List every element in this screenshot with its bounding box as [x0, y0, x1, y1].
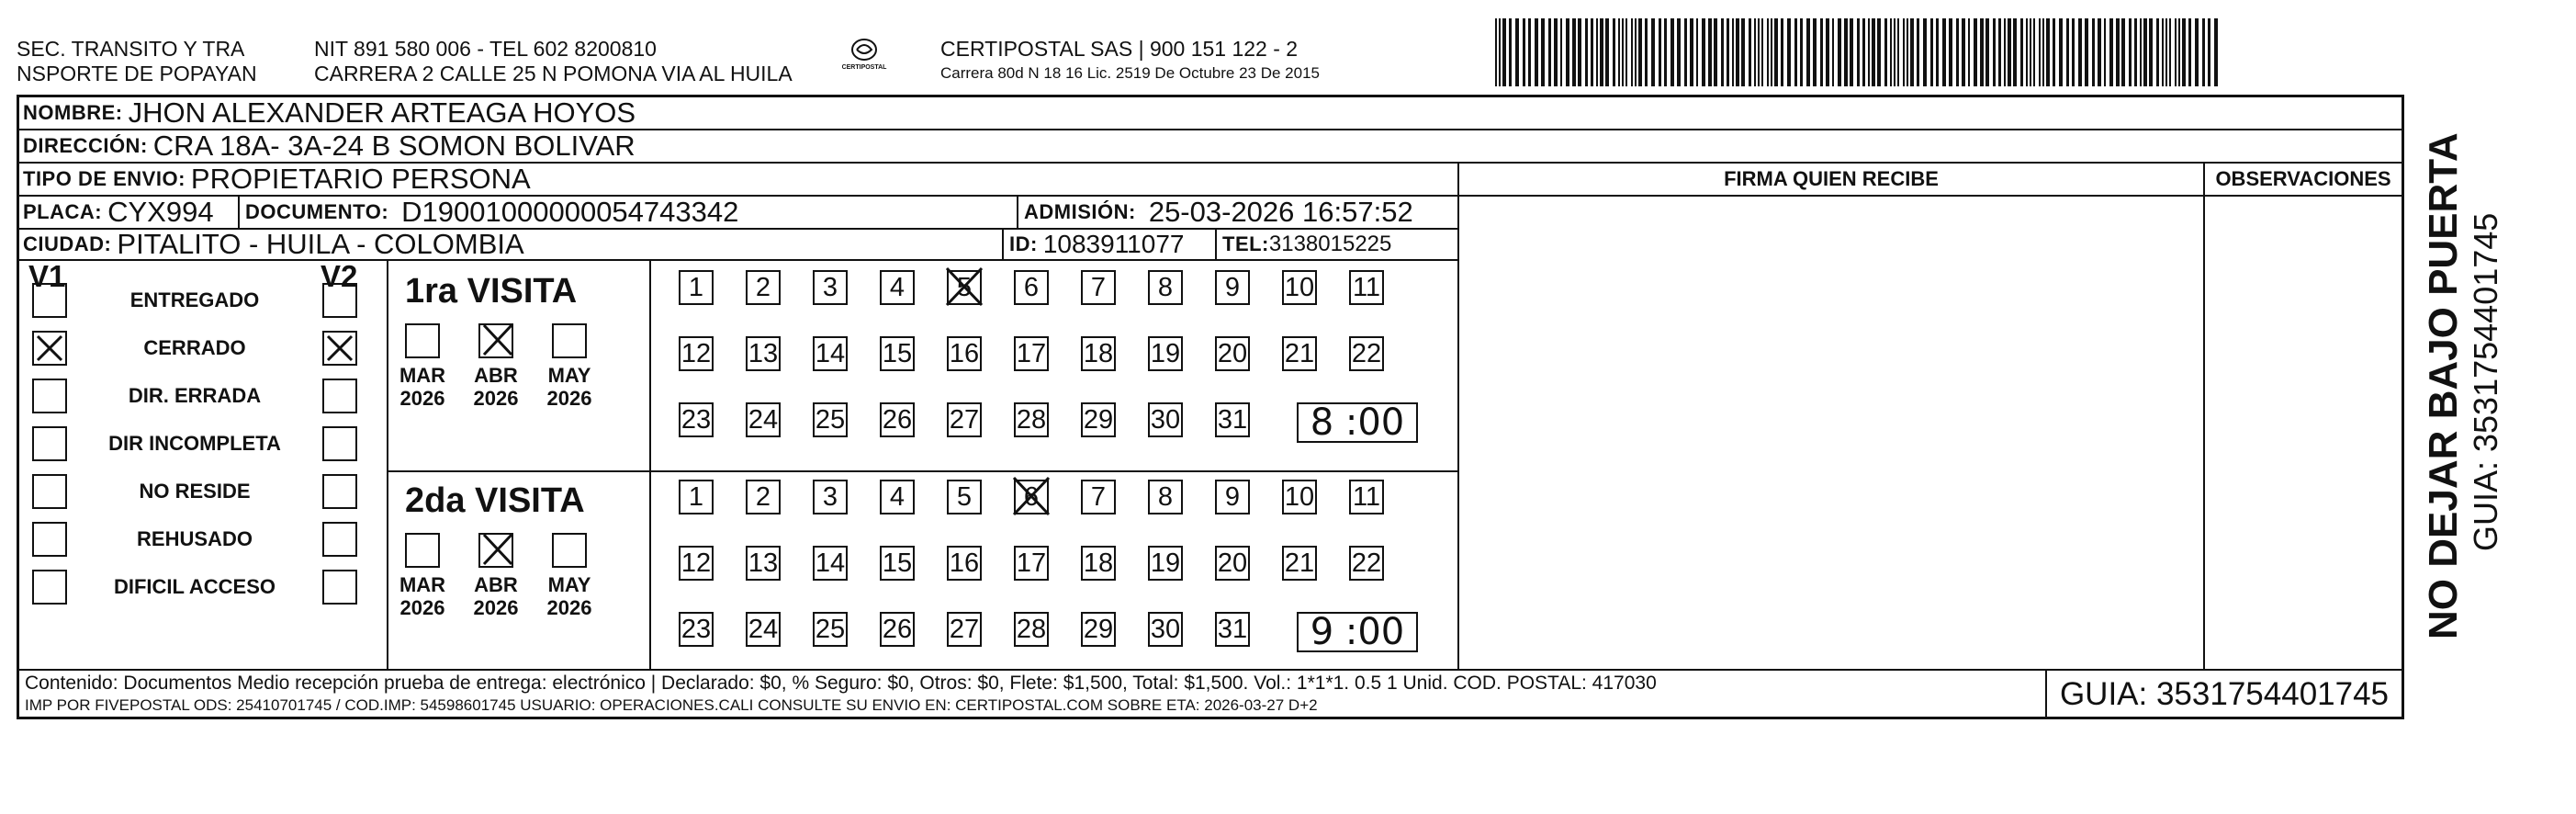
day-box[interactable]: 16	[947, 336, 982, 371]
barcode-bar	[1794, 18, 1797, 86]
barcode-bar	[2104, 18, 2106, 86]
day-box[interactable]: 28	[1014, 612, 1049, 647]
status-label: NO RESIDE	[139, 480, 251, 503]
month-checkbox[interactable]	[405, 533, 440, 568]
sender-entity-line2: NSPORTE DE POPAYAN	[17, 62, 257, 85]
day-box[interactable]: 21	[1282, 336, 1317, 371]
day-box[interactable]: 14	[813, 336, 848, 371]
barcode-bar	[2098, 18, 2101, 86]
admision-label: ADMISIÓN:	[1024, 200, 1136, 223]
day-box[interactable]: 12	[679, 336, 714, 371]
barcode-bar	[2109, 18, 2113, 86]
month-checkbox[interactable]	[478, 323, 513, 358]
barcode-bar	[1942, 18, 1946, 86]
barcode-bar	[1761, 18, 1763, 86]
status-label: REHUSADO	[137, 527, 253, 550]
certipostal-logo-text: CERTIPOSTAL	[841, 64, 887, 71]
barcode-bar	[1541, 18, 1545, 86]
barcode-bar	[1554, 18, 1558, 86]
barcode-bar	[2208, 18, 2210, 86]
day-box[interactable]: 31	[1215, 612, 1250, 647]
v1-checkbox[interactable]	[32, 283, 67, 318]
barcode-bar	[1956, 18, 1959, 86]
barcode	[1495, 18, 2222, 86]
barcode-bar	[1754, 18, 1756, 86]
barcode-bar	[2129, 18, 2132, 86]
barcode-bar	[1820, 18, 1823, 86]
barcode-bar	[1622, 18, 1624, 86]
barcode-bar	[1625, 18, 1627, 86]
barcode-bar	[1495, 18, 1497, 86]
barcode-bar	[1741, 18, 1745, 86]
barcode-bar	[1677, 18, 1681, 86]
v2-checkbox[interactable]	[322, 570, 357, 605]
day-box[interactable]: 17	[1014, 546, 1049, 581]
barcode-bar	[2059, 18, 2063, 86]
month-label: MAY 2026	[546, 364, 592, 410]
v2-heading: V2	[321, 259, 358, 293]
tel-value: 3138015225	[1268, 232, 1392, 256]
day-box[interactable]: 2	[746, 480, 781, 514]
barcode-bar	[2149, 18, 2153, 86]
barcode-bar	[1578, 18, 1581, 86]
barcode-bar	[1907, 18, 1908, 86]
day-box[interactable]: 8	[1148, 270, 1183, 305]
day-box[interactable]: 12	[679, 546, 714, 581]
day-box[interactable]: 22	[1349, 336, 1384, 371]
barcode-bar	[1787, 18, 1791, 86]
documento-cell	[240, 197, 1018, 228]
day-box[interactable]: 23	[679, 402, 714, 437]
barcode-bar	[1502, 18, 1506, 86]
month-checkbox[interactable]	[552, 323, 587, 358]
row-direccion	[19, 130, 2402, 164]
barcode-bar	[1631, 18, 1633, 86]
sender-contact	[314, 37, 793, 86]
day-box[interactable]: 30	[1148, 402, 1183, 437]
day-box[interactable]: 29	[1081, 402, 1116, 437]
v2-checkbox[interactable]	[322, 283, 357, 318]
barcode-bar	[1499, 18, 1501, 86]
day-box[interactable]: 30	[1148, 612, 1183, 647]
barcode-bar	[1903, 18, 1905, 86]
barcode-bar	[1857, 18, 1860, 86]
visit-divider	[387, 470, 1459, 472]
barcode-bar	[1897, 18, 1899, 86]
barcode-bar	[1850, 18, 1853, 86]
barcode-bar	[2188, 18, 2191, 86]
v2-checkbox[interactable]	[322, 331, 357, 366]
barcode-bar	[1635, 18, 1637, 86]
barcode-bar	[2178, 18, 2180, 86]
barcode-bar	[1702, 18, 1705, 86]
barcode-bar	[1613, 18, 1615, 86]
sender-address: CARRERA 2 CALLE 25 N POMONA VIA AL HUILA	[314, 62, 793, 85]
day-box[interactable]: 26	[880, 612, 915, 647]
barcode-bar	[2162, 18, 2164, 86]
firma-header: FIRMA QUIEN RECIBE	[1724, 167, 1939, 190]
barcode-bar	[2116, 18, 2120, 86]
barcode-bar	[1771, 18, 1772, 86]
barcode-bar	[2143, 18, 2147, 86]
barcode-bar	[2092, 18, 2095, 86]
barcode-bar	[2008, 18, 2011, 86]
sender-entity-line1: SEC. TRANSITO Y TRA	[17, 37, 245, 61]
day-box[interactable]: 18	[1081, 546, 1116, 581]
status-label: ENTREGADO	[129, 288, 260, 311]
day-box[interactable]: 9	[1215, 270, 1250, 305]
footer-content-line: Contenido: Documentos Medio recepción prueba de entrega: electrónico | Declarado: $0, % Seguro: $0, Otros: $0, Flete: $1,500, Total: $1,500. Vol.: 1*1*1. 0.5 1 Unid. COD. POSTAL: 417030	[25, 673, 1657, 694]
documento-label: DOCUMENTO:	[245, 200, 389, 223]
barcode-bar	[1523, 18, 1525, 86]
day-box[interactable]: 22	[1349, 546, 1384, 581]
day-box[interactable]: 8	[1148, 480, 1183, 514]
day-box[interactable]: 24	[746, 402, 781, 437]
day-box[interactable]: 28	[1014, 402, 1049, 437]
day-box[interactable]: 20	[1215, 546, 1250, 581]
day-box[interactable]: 24	[746, 612, 781, 647]
barcode-bar	[1917, 18, 1919, 86]
day-box[interactable]: 27	[947, 402, 982, 437]
barcode-bar	[1696, 18, 1698, 86]
barcode-bar	[1528, 18, 1531, 86]
barcode-bar	[1515, 18, 1519, 86]
visit1-title: 1ra VISITA	[405, 272, 578, 311]
barcode-bar	[1862, 18, 1865, 86]
barcode-bar	[1714, 18, 1717, 86]
day-box[interactable]: 7	[1081, 270, 1116, 305]
sender-entity	[17, 37, 257, 86]
barcode-bar	[1894, 18, 1895, 86]
observaciones-area[interactable]	[2205, 197, 2402, 669]
day-box[interactable]: 5	[947, 270, 982, 305]
barcode-bar	[2214, 18, 2218, 86]
tel-label: TEL:	[1222, 232, 1269, 255]
tipo-label: TIPO DE ENVIO:	[23, 167, 186, 190]
day-box[interactable]: 4	[880, 480, 915, 514]
day-box[interactable]: 6	[1014, 480, 1049, 514]
day-box[interactable]: 4	[880, 270, 915, 305]
barcode-bar	[1872, 18, 1875, 86]
barcode-bar	[1618, 18, 1620, 86]
month-checkbox[interactable]	[405, 323, 440, 358]
barcode-bar	[2033, 18, 2035, 86]
barcode-bar	[1664, 18, 1667, 86]
company-info	[940, 37, 1320, 85]
barcode-bar	[2072, 18, 2075, 86]
day-box[interactable]: 1	[679, 480, 714, 514]
day-box[interactable]: 18	[1081, 336, 1116, 371]
documento-value: D19001000000054743342	[401, 196, 739, 228]
v2-checkbox[interactable]	[322, 426, 357, 461]
barcode-bar	[1566, 18, 1569, 86]
v1-checkbox[interactable]	[32, 379, 67, 413]
day-box[interactable]: 27	[947, 612, 982, 647]
barcode-bar	[1721, 18, 1724, 86]
barcode-bar	[2085, 18, 2088, 86]
barcode-bar	[1535, 18, 1538, 86]
day-box[interactable]: 1	[679, 270, 714, 305]
company-name: CERTIPOSTAL SAS | 900 151 122 - 2	[940, 37, 1299, 61]
footer-print-line: IMP POR FIVEPOSTAL ODS: 25410701745 / COD.IMP: 54598601745 USUARIO: OPERACIONES.CALI CONSULTE SU ENVIO EN: CERTIPOSTAL.COM SOBRE ETA: 2026-03-27 D+2	[25, 696, 1318, 714]
day-box[interactable]: 3	[813, 480, 848, 514]
barcode-bar	[1758, 18, 1760, 86]
barcode-bar	[1949, 18, 1952, 86]
month-label: MAR 2026	[399, 364, 446, 410]
placa-value: CYX994	[107, 196, 214, 228]
certipostal-logo	[832, 33, 896, 79]
side-guia: GUIA: 3531754401745	[2467, 212, 2504, 551]
barcode-bar	[1548, 18, 1551, 86]
nombre-label: NOMBRE:	[23, 101, 123, 124]
barcode-bar	[1708, 18, 1712, 86]
barcode-bar	[2013, 18, 2017, 86]
ciudad-cell	[19, 230, 1004, 259]
barcode-bar	[1651, 18, 1655, 86]
direccion-label: DIRECCIÓN:	[23, 134, 148, 157]
barcode-bar	[2175, 18, 2177, 86]
barcode-bar	[2046, 18, 2050, 86]
day-box[interactable]: 15	[880, 546, 915, 581]
day-box[interactable]: 6	[1014, 270, 1049, 305]
time-box[interactable]: 8 :00	[1297, 402, 1418, 443]
id-cell	[1004, 230, 1217, 259]
barcode-bar	[2134, 18, 2137, 86]
day-box[interactable]: 19	[1148, 546, 1183, 581]
barcode-bar	[1968, 18, 1970, 86]
id-label: ID:	[1009, 232, 1038, 255]
barcode-bar	[1800, 18, 1803, 86]
time-box[interactable]: 9 :00	[1297, 612, 1418, 652]
admision-cell	[1018, 196, 1413, 229]
month-label: ABR 2026	[473, 364, 519, 410]
day-box[interactable]: 25	[813, 612, 848, 647]
barcode-bar	[1923, 18, 1927, 86]
v1-checkbox[interactable]	[32, 474, 67, 509]
barcode-bar	[1690, 18, 1693, 86]
v2-checkbox[interactable]	[322, 379, 357, 413]
row-ciudad	[19, 230, 1459, 261]
day-box[interactable]: 7	[1081, 480, 1116, 514]
barcode-bar	[2121, 18, 2125, 86]
barcode-bar	[1806, 18, 1810, 86]
barcode-bar	[1936, 18, 1939, 86]
sender-nit: NIT 891 580 006 - TEL 602 8200810	[314, 37, 657, 61]
barcode-bar	[1732, 18, 1734, 86]
day-box[interactable]: 15	[880, 336, 915, 371]
barcode-bar	[1877, 18, 1881, 86]
barcode-bar	[1727, 18, 1729, 86]
v1-checkbox[interactable]	[32, 570, 67, 605]
barcode-bar	[1813, 18, 1817, 86]
visit2-title: 2da VISITA	[405, 481, 585, 520]
barcode-bar	[1670, 18, 1674, 86]
barcode-bar	[1638, 18, 1642, 86]
barcode-bar	[2042, 18, 2044, 86]
barcode-bar	[2039, 18, 2041, 86]
barcode-bar	[2140, 18, 2142, 86]
barcode-bar	[1974, 18, 1977, 86]
placa-label: PLACA:	[23, 200, 103, 223]
side-notice: NO DEJAR BAJO PUERTA	[2421, 132, 2466, 639]
day-box[interactable]: 26	[880, 402, 915, 437]
day-box[interactable]: 11	[1349, 480, 1384, 514]
id-value: 1083911077	[1042, 230, 1185, 258]
barcode-bar	[1998, 18, 2001, 86]
barcode-bar	[1844, 18, 1848, 86]
ciudad-value: PITALITO - HUILA - COLOMBIA	[117, 228, 524, 260]
barcode-bar	[2026, 18, 2028, 86]
day-box[interactable]: 3	[813, 270, 848, 305]
barcode-bar	[2053, 18, 2055, 86]
row-placa	[19, 197, 1459, 230]
barcode-bar	[1890, 18, 1892, 86]
barcode-bar	[2156, 18, 2159, 86]
barcode-bar	[1838, 18, 1841, 86]
day-box[interactable]: 19	[1148, 336, 1183, 371]
admision-value: 25-03-2026 16:57:52	[1148, 196, 1413, 228]
day-box[interactable]: 10	[1282, 480, 1317, 514]
barcode-bar	[2202, 18, 2205, 86]
v2-checkbox[interactable]	[322, 522, 357, 557]
day-box[interactable]: 29	[1081, 612, 1116, 647]
barcode-bar	[1993, 18, 1996, 86]
barcode-bar	[1767, 18, 1769, 86]
v1-checkbox[interactable]	[32, 522, 67, 557]
delivery-form	[17, 95, 2404, 719]
row-tipo-envio	[19, 164, 1459, 197]
month-label: MAR 2026	[399, 573, 446, 619]
barcode-bar	[1985, 18, 1989, 86]
barcode-bar	[1832, 18, 1834, 86]
status-label: DIR. ERRADA	[128, 384, 262, 407]
day-box[interactable]: 20	[1215, 336, 1250, 371]
barcode-bar	[2169, 18, 2171, 86]
v1-checkbox[interactable]	[32, 331, 67, 366]
day-box[interactable]: 25	[813, 402, 848, 437]
barcode-bar	[2165, 18, 2167, 86]
day-box[interactable]: 10	[1282, 270, 1317, 305]
nombre-value: JHON ALEXANDER ARTEAGA HOYOS	[128, 96, 636, 129]
v2-checkbox[interactable]	[322, 474, 357, 509]
barcode-bar	[1980, 18, 1984, 86]
footer-divider	[19, 669, 2402, 671]
day-box[interactable]: 9	[1215, 480, 1250, 514]
barcode-bar	[1585, 18, 1588, 86]
day-box[interactable]: 31	[1215, 402, 1250, 437]
footer-guia: GUIA: 3531754401745	[2059, 676, 2390, 712]
day-box[interactable]: 11	[1349, 270, 1384, 305]
barcode-bar	[1962, 18, 1965, 86]
barcode-bar	[1774, 18, 1778, 86]
barcode-bar	[1605, 18, 1609, 86]
barcode-bar	[1868, 18, 1870, 86]
signature-area[interactable]	[1459, 197, 2201, 669]
barcode-bar	[2066, 18, 2069, 86]
day-box[interactable]: 13	[746, 546, 781, 581]
day-box[interactable]: 14	[813, 546, 848, 581]
row-nombre	[19, 97, 2402, 130]
month-checkbox[interactable]	[478, 533, 513, 568]
status-divider	[387, 261, 388, 669]
day-box[interactable]: 21	[1282, 546, 1317, 581]
barcode-bar	[2030, 18, 2031, 86]
barcode-bar	[1572, 18, 1576, 86]
barcode-bar	[1560, 18, 1562, 86]
month-label: MAY 2026	[546, 573, 592, 619]
day-box[interactable]: 23	[679, 612, 714, 647]
barcode-bar	[1659, 18, 1661, 86]
barcode-bar	[1596, 18, 1598, 86]
barcode-bar	[1645, 18, 1648, 86]
day-box[interactable]: 17	[1014, 336, 1049, 371]
barcode-bar	[2182, 18, 2186, 86]
direccion-value: CRA 18A- 3A-24 B SOMON BOLIVAR	[152, 130, 636, 162]
barcode-bar	[1910, 18, 1914, 86]
status-label: CERRADO	[143, 336, 246, 359]
v1-heading: V1	[28, 259, 66, 293]
day-box[interactable]: 16	[947, 546, 982, 581]
barcode-bar	[1591, 18, 1593, 86]
barcode-bar	[1884, 18, 1887, 86]
status-label: DIR INCOMPLETA	[108, 432, 281, 455]
barcode-bar	[1509, 18, 1512, 86]
barcode-bar	[1684, 18, 1687, 86]
v1-checkbox[interactable]	[32, 426, 67, 461]
barcode-bar	[1826, 18, 1829, 86]
certipostal-logo-icon	[832, 33, 896, 79]
barcode-bar	[1749, 18, 1751, 86]
status-label: DIFICIL ACCESO	[113, 575, 276, 598]
barcode-bar	[2078, 18, 2082, 86]
company-license: Carrera 80d N 18 16 Lic. 2519 De Octubre 23 De 2015	[940, 64, 1320, 82]
barcode-bar	[2195, 18, 2199, 86]
day-box[interactable]: 2	[746, 270, 781, 305]
observaciones-header: OBSERVACIONES	[2215, 167, 2391, 190]
barcode-bar	[1930, 18, 1933, 86]
placa-cell	[19, 197, 240, 228]
tel-cell	[1217, 232, 1391, 257]
barcode-bar	[2020, 18, 2023, 86]
tipo-value: PROPIETARIO PERSONA	[190, 163, 531, 195]
barcode-bar	[1600, 18, 1603, 86]
barcode-bar	[1736, 18, 1739, 86]
month-divider	[649, 261, 651, 669]
day-box[interactable]: 5	[947, 480, 982, 514]
day-box[interactable]: 13	[746, 336, 781, 371]
barcode-bar	[2004, 18, 2006, 86]
month-label: ABR 2026	[473, 573, 519, 619]
barcode-bar	[1781, 18, 1783, 86]
ciudad-label: CIUDAD:	[23, 232, 112, 255]
month-checkbox[interactable]	[552, 533, 587, 568]
